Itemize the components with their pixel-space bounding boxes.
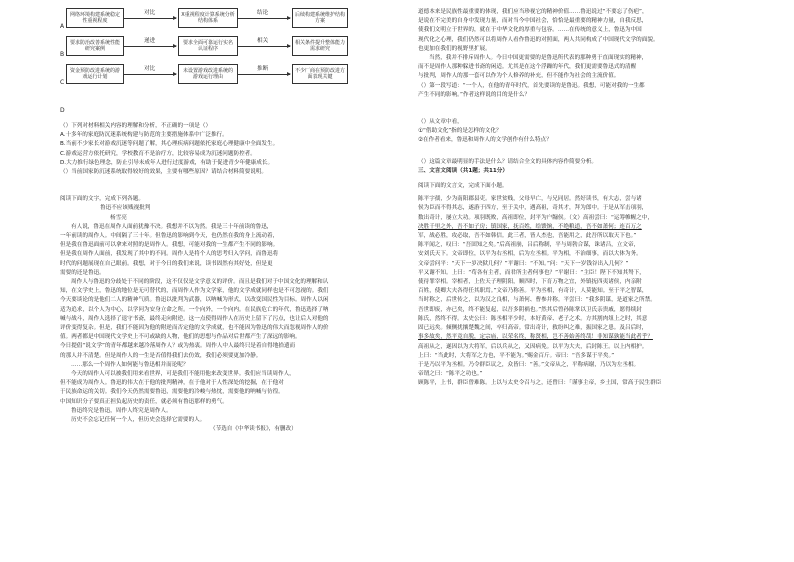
read-intro: 阅读下面的文字，完成下列各题。	[60, 196, 144, 203]
paragraph-line: 值。两者都是中国现代文学史上不可或缺的人物，他们的思想与作品对后世都产生了深远的影响。	[60, 334, 301, 341]
right-column	[418, 8, 783, 389]
arrow-label: 对比	[144, 10, 156, 16]
diagram-row	[60, 64, 350, 90]
diagram-box: 网络环境构建系统稳定性重视程度	[66, 8, 124, 28]
arrow-label: 相关	[257, 38, 269, 44]
paragraph-line: 周作人与鲁迅的分歧处于不同的阶段，这不仅仅是文学意义的评价。而且是我们对于中国文化的理解和认	[71, 279, 329, 286]
classical-line: 使待罪宰相。宰相者，上佐天子理阴阳，顺四时，下育万物之宜，外镇抚四夷诸侯，内亲附	[418, 279, 642, 286]
classical-line: 陈氏，然终不得。太史公曰：陈丞相平少时，本好黄帝、老子之术。方其割肉俎上之时，其意	[418, 315, 648, 322]
classical-line: 于是乃以平为丞相。乃令群臣议之，众皆曰：“善。”文帝从之，平称病谢，乃以为左丞相。	[418, 361, 640, 368]
arrow-label: 结论	[257, 10, 269, 16]
paragraph-line: 今日提倡“说文学”的青年都越来越冷落周作人？或为热衷。周作人中人最终只是着自得地拾遗而	[60, 343, 296, 350]
article-author: 杨雪亮	[110, 214, 127, 221]
question: ②在作者看来，鲁迅和周作人的文学创作有什么特点？	[418, 137, 552, 144]
classical-line: 高祖从之，遂因以为大将军，后以兵从之，又因病免。以平为大夫，后封陈王。以上内相护。	[418, 343, 648, 350]
classical-line: 军，战必胜，攻必取，吾不如韩信。此三者，皆人杰也，吾能用之，此吾所以取天下也。”	[418, 233, 637, 240]
arrow-label: 递进	[144, 38, 156, 44]
row-label: A	[60, 23, 65, 30]
diagram-box: 要求全面可靠运行实名认证程序	[178, 36, 238, 56]
paragraph-line: 也更加在我们的视野里扩展。	[418, 45, 491, 52]
paragraph-line: 一年前读的周作人。中间隔了三十年。但鲁迅的影响到今天，也仍然在我的身上流动着，	[60, 233, 279, 240]
question: ①“借助文化”指的是怎样的文化？	[418, 128, 502, 135]
question: （）从文章中看，	[418, 119, 463, 126]
classical-line: 上曰：“当此时，大将军之力也，平不能为。”赐金百斤。帝曰：“吾多谋于平矣。”	[418, 352, 615, 359]
paragraph-line: 但是我在鲁迅面前可以拿来对照的是周作人。我想，可能对我的一生都产生不同的影响。	[60, 242, 279, 249]
paragraph-line: 但是我在周作人面前，我发现了其中的不同。周作人是将个人的思考归入学问，而鲁迅将	[60, 251, 279, 258]
option-d: D.大力推行绿色理念，防止引导未成年人进行过度游戏，有助于促进青少年健康成长。	[60, 159, 274, 166]
arrow-label: 推断	[257, 66, 269, 72]
diagram-box: 要求防治改善系统性能研究案例	[66, 36, 124, 56]
classical-line: 顾陈平，上书，群臣曾难陈。上以与太史令召与之，还曾曰：「谨事主帝，乡土国，常高于民生群臣	[418, 380, 662, 387]
paragraph-line: 今天的周作人可以被我们用来看世界，可是我们不能用他来改变世界。我们应当读周作人，	[71, 371, 295, 378]
classical-line: 帝谓之曰：“陈平之功也。”	[418, 371, 483, 378]
question: （）这篇文章最明显的手法是什么？请结合全文的具体内容作简要分析。	[418, 158, 598, 165]
classical-line: 安刘氏天下。文帝即位，以平为右丞相，后为左丞相。平为相，不治细事，而以大体为务。	[418, 251, 642, 258]
paragraph-line: 时代的问题展现在自己眼前。我想，对于今日的我们来说，读书固然有其好处，但是更	[60, 260, 273, 267]
paragraph-line: 使我们文明立于世界的，就在于中华文化的厚重与包容。……在传统的意义上，鲁迅为中国	[418, 27, 642, 34]
paragraph-line: 道德本来是民族性最重要的体现，我们应当珍视它的精神价值……鲁迅说过“不要忘了伤疤”，	[418, 9, 648, 15]
row-label: D	[60, 107, 65, 114]
read-intro: 阅读下面的文言文，完成下面小题。	[418, 183, 508, 190]
paragraph-line: 而不是周作人那种躲进书斋的闲适。尤其是在这个浮躁的年代，我们更需要鲁迅式的清醒	[418, 64, 637, 71]
diagram-box: 不少厂商在预防改进方面表现关键	[292, 64, 348, 84]
row-label: C	[60, 79, 65, 86]
paragraph-line: 的那人并不清楚。但是周作人的一生是否值得我们去仿效，我们必须要更加冷静。	[60, 352, 262, 359]
classical-line: 固已远矣。倾侧扰攘楚魏之间，卒归高帝。常出奇计，救纷纠之难，振国家之患。及吕后时，	[418, 325, 648, 332]
classical-line: 百姓，使卿大夫各得任其职焉。”文帝乃称善。平为丞相，有奇计，人莫能知。至于平之智谋，	[418, 288, 648, 295]
paragraph-line: ……那么一个周作人如何能与鲁迅相并而论呢？	[71, 361, 189, 368]
article-title: 鲁迅不应该贱视批判	[100, 205, 151, 212]
paragraph-line: 鲁迅终究是鲁迅，周作人终究是周作人。	[71, 407, 172, 414]
classical-line: 文帝尝问平：“天下一岁决狱几何？”平谢曰：“不知。”问：“天下一岁钱谷出入几何？”	[418, 260, 629, 267]
classical-line: 侯为臣而不得其志，遂游于四方，至于关中，遇高祖，奇其才，拜为郎中。于是从军击项羽，	[418, 205, 648, 212]
paragraph-line: 但不能成为周作人。鲁迅的伟大在于他的批判精神，在于他对于人性深处的挖掘，在于他对	[60, 380, 284, 387]
question: （）当前国家防沉迷系统取得较好的效果，主要有哪些原因？请结合材料简要说明。	[60, 169, 267, 176]
paragraph-line: 现代化之心理，我们仍然可以将周作人看作鲁迅的对照面，两人共同构成了中国现代文学的面貌。	[418, 36, 659, 43]
classical-line: 事多故矣，然平竟自脱，定宗庙，以荣名终，称贤相，岂不善始善终哉！非知谋孰能当此者乎？	[418, 334, 653, 341]
diagram-row	[60, 92, 350, 118]
diagram-row	[60, 8, 350, 34]
diagram-box: 未设置游戏改进系统的游戏运行理由	[178, 64, 238, 84]
paragraph-line: 知，在文学史上，鲁迅的地位是无可替代的，而周作人作为文学家，他的文学成就同样也是不可忽视的。我们	[60, 288, 329, 295]
classical-line: 决胜千里之外，吾不如子房；镇国家，抚百姓，给馈饷，不绝粮道，吾不如萧何；连百万之	[418, 223, 642, 230]
row-label: B	[60, 51, 65, 58]
question: （）第一段写道：“一个人，在他的青年时代，首先要读的是鲁迅。我想，可能对我的一生都	[418, 82, 645, 89]
paragraph-line: 当然，我并不排斥周作人。今日中国更需要的是鲁迅所代表的那种勇于直面现实的精神，	[429, 55, 648, 62]
flow-diagram	[60, 8, 425, 116]
section-heading: 三、文言文阅读（共1题；共11分）	[418, 167, 508, 174]
diagram-box: 相关条件提升整体能力需求研究	[292, 36, 348, 56]
paragraph-line: 历史不会忘记任何一个人，但历史会选择它需要的人。	[71, 417, 206, 424]
option-b: B.当前不少家长对游戏沉迷等问题了解，其心理疾病问题依托家庭心理健康中全面发生。	[60, 141, 279, 148]
option-c: C.游戏运营方依托研究，学校教育不是治疗方，比较容易成为沉迷问题防控者。	[60, 150, 256, 157]
arrow-label: 对比	[144, 66, 156, 72]
classical-line: 吾世即废，亦已矣，终不能复起，以吾多阴祸也。”然其后曾孙陈掌以卫氏亲贵戚，愿得续封	[418, 306, 642, 313]
classical-line: 陈平闻之，叹曰：“吾固知之矣。”后高祖崩，吕后称制，平与周勃合谋，诛诸吕，立文帝，	[418, 242, 640, 249]
paragraph-line: 适为追求，以个人为中心，以学问为安身立命之所。一个向外，一个向内。在民族危亡的年代，鲁迅选择了呐	[60, 306, 329, 313]
left-column	[60, 8, 425, 435]
classical-line: 陈平字孺，少为南阳郡县吏。家世贫贱，父母早亡，与兄同居。然好读书，有大志，尝与诸	[418, 196, 642, 203]
paragraph-line: 有人说，鲁迅在周作人面前犹豫不决。我想并不以为然。我是三十年前读的鲁迅，	[71, 223, 273, 230]
paragraph-line: 与批判，周作人的那一套可以作为个人修养的补充，但不能作为社会的主流价值。	[418, 73, 620, 80]
classical-line: 平又谢不知。上曰：“苟各有主者，而君所主者何事也？”平谢曰：“主臣！陛下不知其驽下，	[418, 269, 645, 276]
option-a: A.十多年的家庭防沉迷系统构建与防范的主要措施体系中广泛推行。	[60, 132, 228, 139]
paragraph-line: 评价变得复杂。但是，我们不能因为他的附逆而否定他的文学成就，也不能因为鲁迅的伟大而忽视周作人的价	[60, 325, 329, 332]
classical-line: 当时称之，后世传之，以为汉之良相，与萧何、曹参并称。平尝曰：“我多阴谋，是道家之所禁。	[418, 297, 656, 304]
question: （）下列对材料相关内容的理解和分析，不正确的一项是（）	[60, 123, 212, 129]
paragraph-line: 需要的还是鲁迅。	[60, 269, 105, 276]
paragraph-line: 是说在不完美的自身中发现力量，而对当今中国社会，恰恰是最重要的精神力量，自我反思，	[418, 18, 648, 25]
question: 产生不同的影响。”作者这样说的目的是什么？	[418, 91, 530, 98]
paragraph-line: 中国知识分子要真正担负起历史的责任，就必须有鲁迅那样的勇气。	[60, 398, 228, 405]
diagram-box: 资金预防改进系统的游戏运行计划	[66, 64, 124, 84]
diagram-box: X重视程度计算系统分析结构体系	[178, 8, 238, 28]
paragraph-line: 喊与战斗，周作人选择了退守书斋，最终走向附逆。这一点使得周作人在历史上留下了污点，也让后人对他的	[60, 315, 329, 322]
classical-line: 数出奇计，屡立大功。项羽既败，高祖即位，封平为户牖侯。（文）高祖尝曰：“运筹帷幄之中，	[418, 214, 654, 221]
diagram-row	[60, 36, 350, 62]
diagram-box: 后续构建系统维护结构方案	[292, 8, 348, 28]
source-note: （节选自《中华读书报》，有删改）	[210, 426, 297, 433]
paragraph-line: 于民族命运的关切。我们今天仍然需要鲁迅，需要他的冷峻与热忱，需要他的呐喊与彷徨。	[60, 389, 284, 396]
paragraph-line: 今天要谈论的是他们二人的精神气质。鲁迅以批判为武器，以呐喊为形式，以改变国民性为目标。周作人以闲	[60, 297, 329, 304]
